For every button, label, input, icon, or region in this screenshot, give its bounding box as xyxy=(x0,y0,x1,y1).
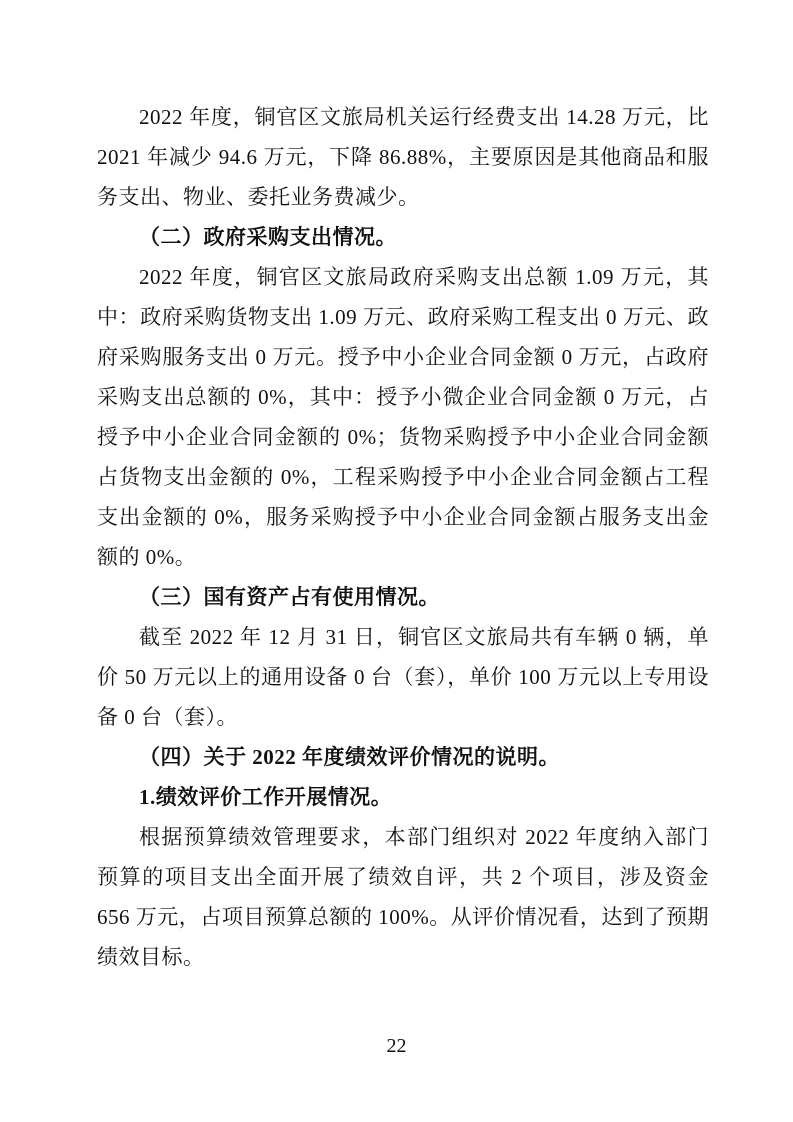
paragraph-agency-operating-expense: 2022 年度，铜官区文旅局机关运行经费支出 14.28 万元，比 2021 年减少 94.6 万元，下降 86.88%，主要原因是其他商品和服务支出、物业、委托业务费减少。 xyxy=(97,105,709,209)
paragraph-government-procurement-detail: 2022 年度，铜官区文旅局政府采购支出总额 1.09 万元，其中：政府采购货物支出 1.09 万元、政府采购工程支出 0 万元、政府采购服务支出 0 万元。授予中小企业合同金额 0 万元，占政府采购支出总额的 0%，其中：授予小微企业合同金额 0 万元，占授予中小企业合同金额的 0%；货物采购授予中小企业合同金额占货物支出金额的 0%，工程采购授予中小企业合同金额占工程支出金额的 0%，服务采购授予中小企业合同金额占服务支出金额的 0%。 xyxy=(97,265,709,569)
document-body xyxy=(97,97,709,977)
page-footer xyxy=(0,1033,793,1059)
page-number: 22 xyxy=(386,1035,407,1057)
heading-state-owned-assets: （三）国有资产占有使用情况。 xyxy=(139,585,440,609)
paragraph-state-owned-assets-detail: 截至 2022 年 12 月 31 日，铜官区文旅局共有车辆 0 辆，单价 50 万元以上的通用设备 0 台（套），单价 100 万元以上专用设备 0 台（套）。 xyxy=(97,625,709,729)
heading-performance-evaluation: （四）关于 2022 年度绩效评价情况的说明。 xyxy=(139,745,560,769)
heading-government-procurement: （二）政府采购支出情况。 xyxy=(139,225,397,249)
paragraph-performance-evaluation-detail: 根据预算绩效管理要求，本部门组织对 2022 年度纳入部门预算的项目支出全面开展了绩效自评，共 2 个项目，涉及资金 656 万元，占项目预算总额的 100%。从评价情况看，达到了预期绩效目标。 xyxy=(97,825,709,969)
heading-performance-evaluation-work: 1.绩效评价工作开展情况。 xyxy=(139,785,393,809)
